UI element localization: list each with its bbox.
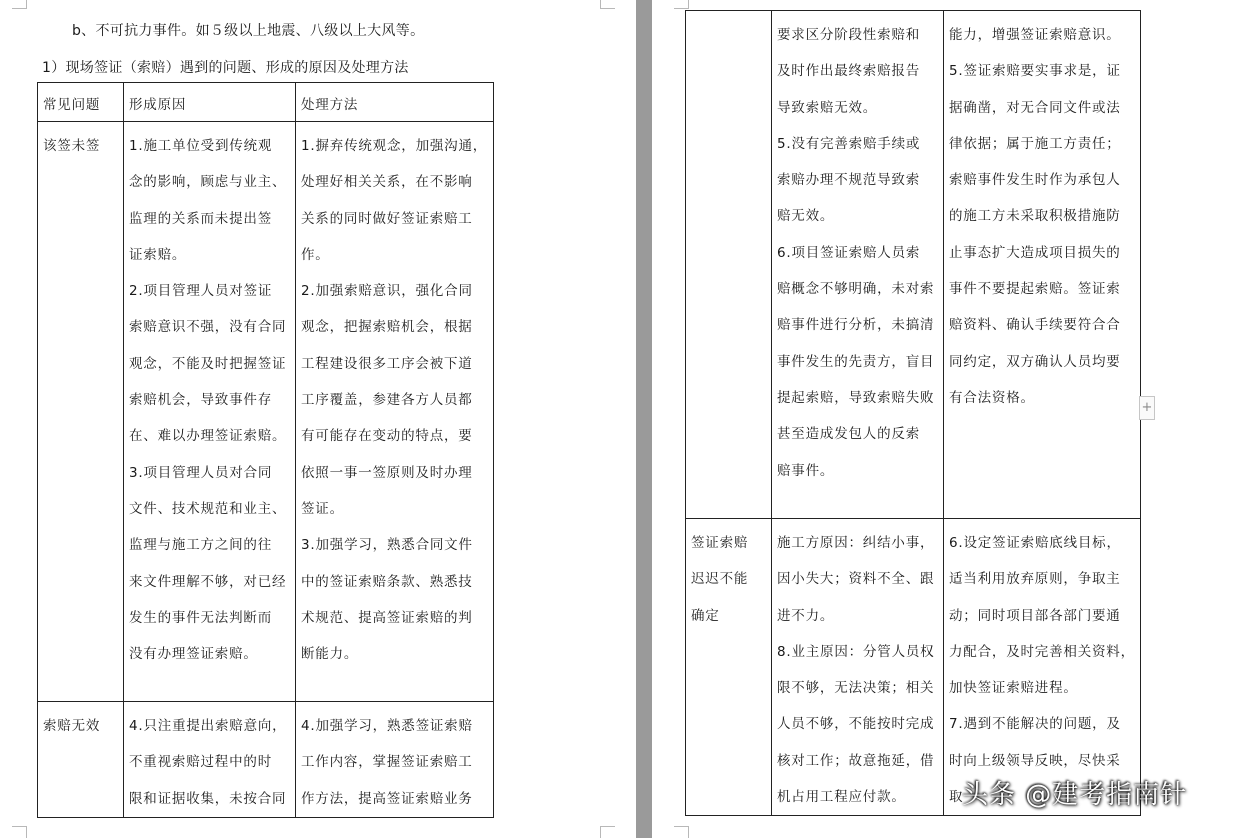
cell-line: 确定	[691, 607, 720, 624]
cell-line: 1.摒弃传统观念，加强沟通，	[301, 138, 488, 154]
cell-line: 力配合，及时完善相关资料，	[949, 643, 1135, 660]
cell-line: 8.业主原因：分管人员权	[777, 643, 935, 660]
cell-line: 处理好相关关系，在不影响	[301, 174, 473, 191]
cell-line: 不重视索赔过程中的时	[129, 754, 272, 771]
cell-line: 适当利用放弃原则，争取主	[949, 571, 1121, 588]
plus-icon: +	[1141, 400, 1153, 415]
cell-line: 依照一事一签原则及时办理	[301, 464, 473, 481]
cell-line: 4.只注重提出索赔意向，	[129, 718, 287, 734]
cause-cell	[772, 519, 944, 816]
cause-cell	[124, 122, 296, 702]
cell-line: 的施工方未采取积极措施防	[949, 208, 1121, 225]
cell-line: 该签未签	[43, 138, 101, 154]
cell-line: 监理与施工方之间的往	[129, 537, 272, 554]
cell-line: 作方法，提高签证索赔业务	[301, 790, 473, 807]
cell-line: 因小失大；资料不全、跟	[777, 571, 935, 588]
cell-line: 在、难以办理签证索赔。	[129, 428, 287, 445]
cell-line: 5.签证索赔要实事求是，证	[949, 63, 1121, 80]
cell-line: 1.施工单位受到传统观	[129, 138, 273, 154]
cell-line: 提起索赔，导致索赔失败	[777, 389, 935, 406]
cell-line: 甚至造成发包人的反索	[777, 426, 920, 443]
cell-line: 索赔事件发生时作为承包人	[949, 172, 1121, 189]
cell-line: 5.没有完善索赔手续或	[777, 135, 921, 152]
cell-line: 加快签证索赔进程。	[949, 680, 1078, 697]
cell-line: 人员不够，不能按时完成	[777, 716, 935, 733]
crop-mark	[674, 0, 689, 9]
cell-line: 限和证据收集，未按合同	[129, 790, 287, 807]
header-method: 处理方法	[296, 83, 494, 122]
cell-line: 监理的关系而未提出签	[129, 210, 272, 227]
issue-cell	[686, 11, 772, 519]
cell-line: 索赔机会，导致事件存	[129, 392, 272, 409]
cell-line: 断能力。	[301, 646, 359, 663]
cell-line: 2.项目管理人员对签证	[129, 283, 273, 300]
cell-line: 导致索赔无效。	[777, 99, 878, 116]
cell-line: 赔概念不够明确，未对索	[777, 281, 935, 298]
cell-line: 中的签证索赔条款、熟悉技	[301, 573, 473, 590]
method-cell	[944, 519, 1141, 816]
cell-line: 观念，把握索赔机会，根据	[301, 319, 473, 336]
cell-line: 索赔办理不规范导致索	[777, 172, 920, 189]
cell-line: 有合法资格。	[949, 389, 1035, 406]
cell-line: 要求区分阶段性索赔和	[777, 27, 920, 43]
cause-cell	[772, 11, 944, 519]
cell-line: 发生的事件无法判断而	[129, 609, 272, 626]
cell-line: 有可能存在变动的特点，要	[301, 428, 473, 445]
cell-line: 取	[949, 789, 964, 806]
cell-line: 签证。	[301, 500, 344, 517]
cell-line: 施工方原因：纠结小事，	[777, 535, 935, 551]
crop-mark	[12, 0, 27, 9]
table-row	[38, 122, 494, 702]
header-common-issue: 常见问题	[38, 83, 124, 122]
cell-line: 6.设定签证索赔底线目标，	[949, 535, 1121, 551]
issue-cell	[686, 519, 772, 816]
cell-line: 赔事件进行分析，未搞清	[777, 317, 935, 334]
claims-table-right	[685, 10, 1141, 816]
watermark: 头条 @建考指南针	[962, 780, 1188, 810]
cell-line: 工序覆盖，参建各方人员都	[301, 392, 473, 409]
crop-mark	[600, 0, 615, 9]
cell-line: 核对工作；故意拖延，借	[777, 752, 935, 769]
cell-line: 术规范、提高签证索赔的判	[301, 609, 473, 626]
table-header-row	[38, 83, 494, 122]
cell-line: 文件、技术规范和业主、	[129, 500, 287, 517]
cell-line: 索赔无效	[43, 718, 101, 734]
cell-line: 6.项目签证索赔人员索	[777, 244, 921, 261]
cell-line: 止事态扩大造成项目损失的	[949, 244, 1121, 261]
issue-cell	[38, 122, 124, 702]
table-row	[686, 11, 1141, 519]
cell-line: 同约定，双方确认人员均要	[949, 353, 1121, 370]
cell-line: 及时作出最终索赔报告	[777, 63, 920, 80]
method-cell	[296, 702, 494, 818]
cell-line: 事件发生的先责方，盲目	[777, 353, 935, 370]
cell-line: 索赔意识不强，没有合同	[129, 319, 287, 336]
table-row	[38, 702, 494, 818]
crop-mark	[674, 826, 689, 838]
cell-line: 机占用工程应付款。	[777, 789, 906, 806]
cell-line: 来文件理解不够，对已经	[129, 573, 287, 590]
crop-mark	[600, 826, 615, 838]
cell-line: 进不力。	[777, 607, 835, 624]
cell-line: 没有办理签证索赔。	[129, 646, 258, 663]
cell-line: 工程建设很多工序会被下道	[301, 355, 473, 372]
claims-table-left	[37, 82, 494, 818]
document-page-right	[652, 0, 1245, 838]
section-title: 1）现场签证（索赔）遇到的问题、形成的原因及处理方法	[42, 60, 409, 76]
cause-cell	[124, 702, 296, 818]
cell-line: 念的影响，顾虑与业主、	[129, 174, 287, 191]
cell-line: 2.加强索赔意识，强化合同	[301, 283, 473, 300]
intro-line: b、不可抗力事件。如５级以上地震、八级以上大风等。	[72, 23, 425, 39]
cell-line: 3.加强学习，熟悉合同文件	[301, 537, 473, 554]
cell-line: 观念，不能及时把握签证	[129, 355, 287, 372]
crop-mark	[12, 826, 27, 838]
cell-line: 据确凿，对无合同文件或法	[949, 99, 1121, 116]
cell-line: 律依据；属于施工方责任；	[949, 135, 1121, 152]
cell-line: 赔无效。	[777, 208, 835, 225]
cell-line: 动；同时项目部各部门要通	[949, 607, 1121, 624]
method-cell	[944, 11, 1141, 519]
cell-line: 迟迟不能	[691, 571, 749, 588]
cell-line: 4.加强学习，熟悉签证索赔	[301, 718, 473, 734]
cell-line: 事件不要提起索赔。签证索	[949, 281, 1121, 298]
cell-line: 赔资料、确认手续要符合合	[949, 317, 1121, 334]
method-cell	[296, 122, 494, 702]
cell-line: 赔事件。	[777, 462, 835, 479]
cell-line: 限不够，无法决策；相关	[777, 680, 935, 697]
cell-line: 签证索赔	[691, 535, 749, 551]
issue-cell	[38, 702, 124, 818]
cell-line: 工作内容，掌握签证索赔工	[301, 754, 473, 771]
cell-line: 证索赔。	[129, 246, 187, 263]
cell-line: 能力，增强签证索赔意识。	[949, 27, 1121, 43]
cell-line: 作。	[301, 246, 330, 263]
table-row	[686, 519, 1141, 816]
cell-line: 时向上级领导反映，尽快采	[949, 752, 1121, 769]
header-cause: 形成原因	[124, 83, 296, 122]
cell-line: 关系的同时做好签证索赔工	[301, 210, 473, 227]
cell-line: 7.遇到不能解决的问题，及	[949, 716, 1121, 733]
add-row-button[interactable]	[1139, 396, 1155, 420]
cell-line: 3.项目管理人员对合同	[129, 464, 273, 481]
